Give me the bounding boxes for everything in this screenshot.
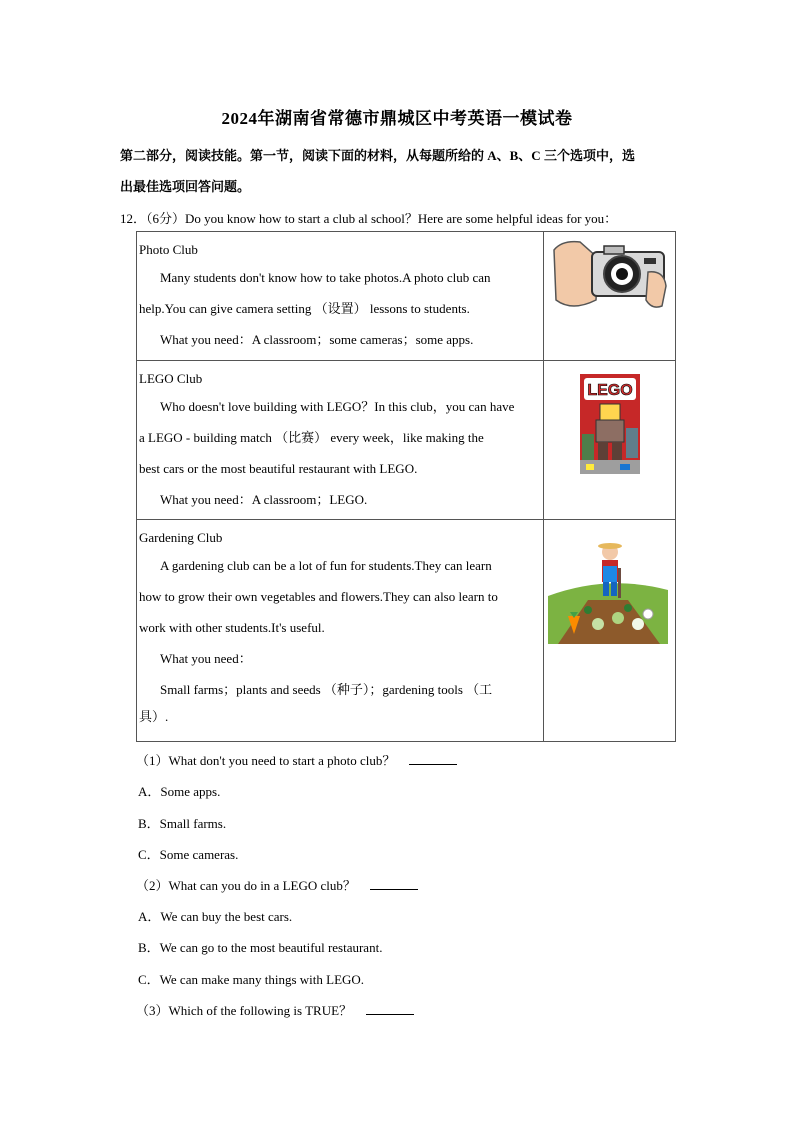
subquestion-2 xyxy=(136,875,418,894)
club-row-photo xyxy=(137,232,676,361)
subquestion-1 xyxy=(136,750,457,769)
club-paragraph: help.You can give camera setting （设置） lessons to students. xyxy=(139,301,470,316)
lego-poster-icon xyxy=(580,374,640,474)
club-paragraph: What you need：A classroom；some cameras；some apps. xyxy=(160,332,474,347)
subquestion-3-text: （3）Which of the following is TRUE？ xyxy=(136,1003,353,1018)
club-name: LEGO Club xyxy=(139,371,203,386)
club-name: Gardening Club xyxy=(139,530,223,545)
club-name: Photo Club xyxy=(139,242,198,257)
club-paragraph: What you need：A classroom；LEGO. xyxy=(160,492,368,507)
lego-logo-text: LEGO xyxy=(587,382,633,399)
exam-title: 2024年湖南省常德市鼎城区中考英语一模试卷 xyxy=(221,109,573,128)
club-row-gardening xyxy=(137,520,676,742)
club-paragraph: work with other students.It's useful. xyxy=(139,620,325,635)
club-paragraph: Small farms；plants and seeds （种子）；gardening tools （工 xyxy=(160,682,493,697)
answer-blank-1[interactable] xyxy=(409,752,457,765)
answer-blank-2[interactable] xyxy=(370,877,418,890)
question-text: Do you know how to start a club al school？Here are some helpful ideas for you： xyxy=(185,211,618,226)
question-12-header xyxy=(120,208,617,227)
option-2b: B．We can go to the most beautiful restaurant. xyxy=(138,940,383,955)
club-paragraph: Who doesn't love building with LEGO？In this club，you can have xyxy=(160,399,515,414)
section-instructions-line2: 出最佳选项回答问题。 xyxy=(120,179,251,194)
club-paragraph: Many students don't know how to take photos.A photo club can xyxy=(160,270,491,285)
option-1c: C．Some cameras. xyxy=(138,847,239,862)
clubs-table xyxy=(136,231,676,742)
option-2c: C．We can make many things with LEGO. xyxy=(138,972,365,987)
photo-club-image-cell xyxy=(544,232,676,361)
gardener-icon xyxy=(548,538,668,644)
club-paragraph: a LEGO - building match （比赛） every week，like making the xyxy=(139,430,484,445)
answer-blank-3[interactable] xyxy=(366,1002,414,1015)
lego-club-text xyxy=(137,361,544,520)
subquestion-2-text: （2）What can you do in a LEGO club？ xyxy=(136,878,356,893)
question-number: 12．（6分） xyxy=(120,211,186,226)
subquestion-3 xyxy=(136,1000,414,1019)
club-row-lego xyxy=(137,361,676,520)
club-paragraph: how to grow their own vegetables and flowers.They can also learn to xyxy=(139,589,498,604)
club-paragraph: A gardening club can be a lot of fun for students.They can learn xyxy=(160,558,492,573)
gardening-club-text xyxy=(137,520,544,742)
option-1a: A．Some apps. xyxy=(138,784,221,799)
gardening-club-image-cell xyxy=(544,520,676,742)
club-paragraph: 具）. xyxy=(139,709,169,724)
lego-club-image-cell xyxy=(544,361,676,520)
option-2a: A．We can buy the best cars. xyxy=(138,909,293,924)
section-instructions-line1: 第二部分，阅读技能。第一节，阅读下面的材料，从每题所给的 A、B、C 三个选项中，选 xyxy=(120,148,635,163)
photo-club-text xyxy=(137,232,544,361)
subquestion-1-text: （1）What don't you need to start a photo club？ xyxy=(136,753,396,768)
club-paragraph: What you need： xyxy=(160,651,252,666)
club-paragraph: best cars or the most beautiful restaurant with LEGO. xyxy=(139,461,418,476)
option-1b: B．Small farms. xyxy=(138,816,227,831)
camera-photo-icon xyxy=(552,240,668,312)
